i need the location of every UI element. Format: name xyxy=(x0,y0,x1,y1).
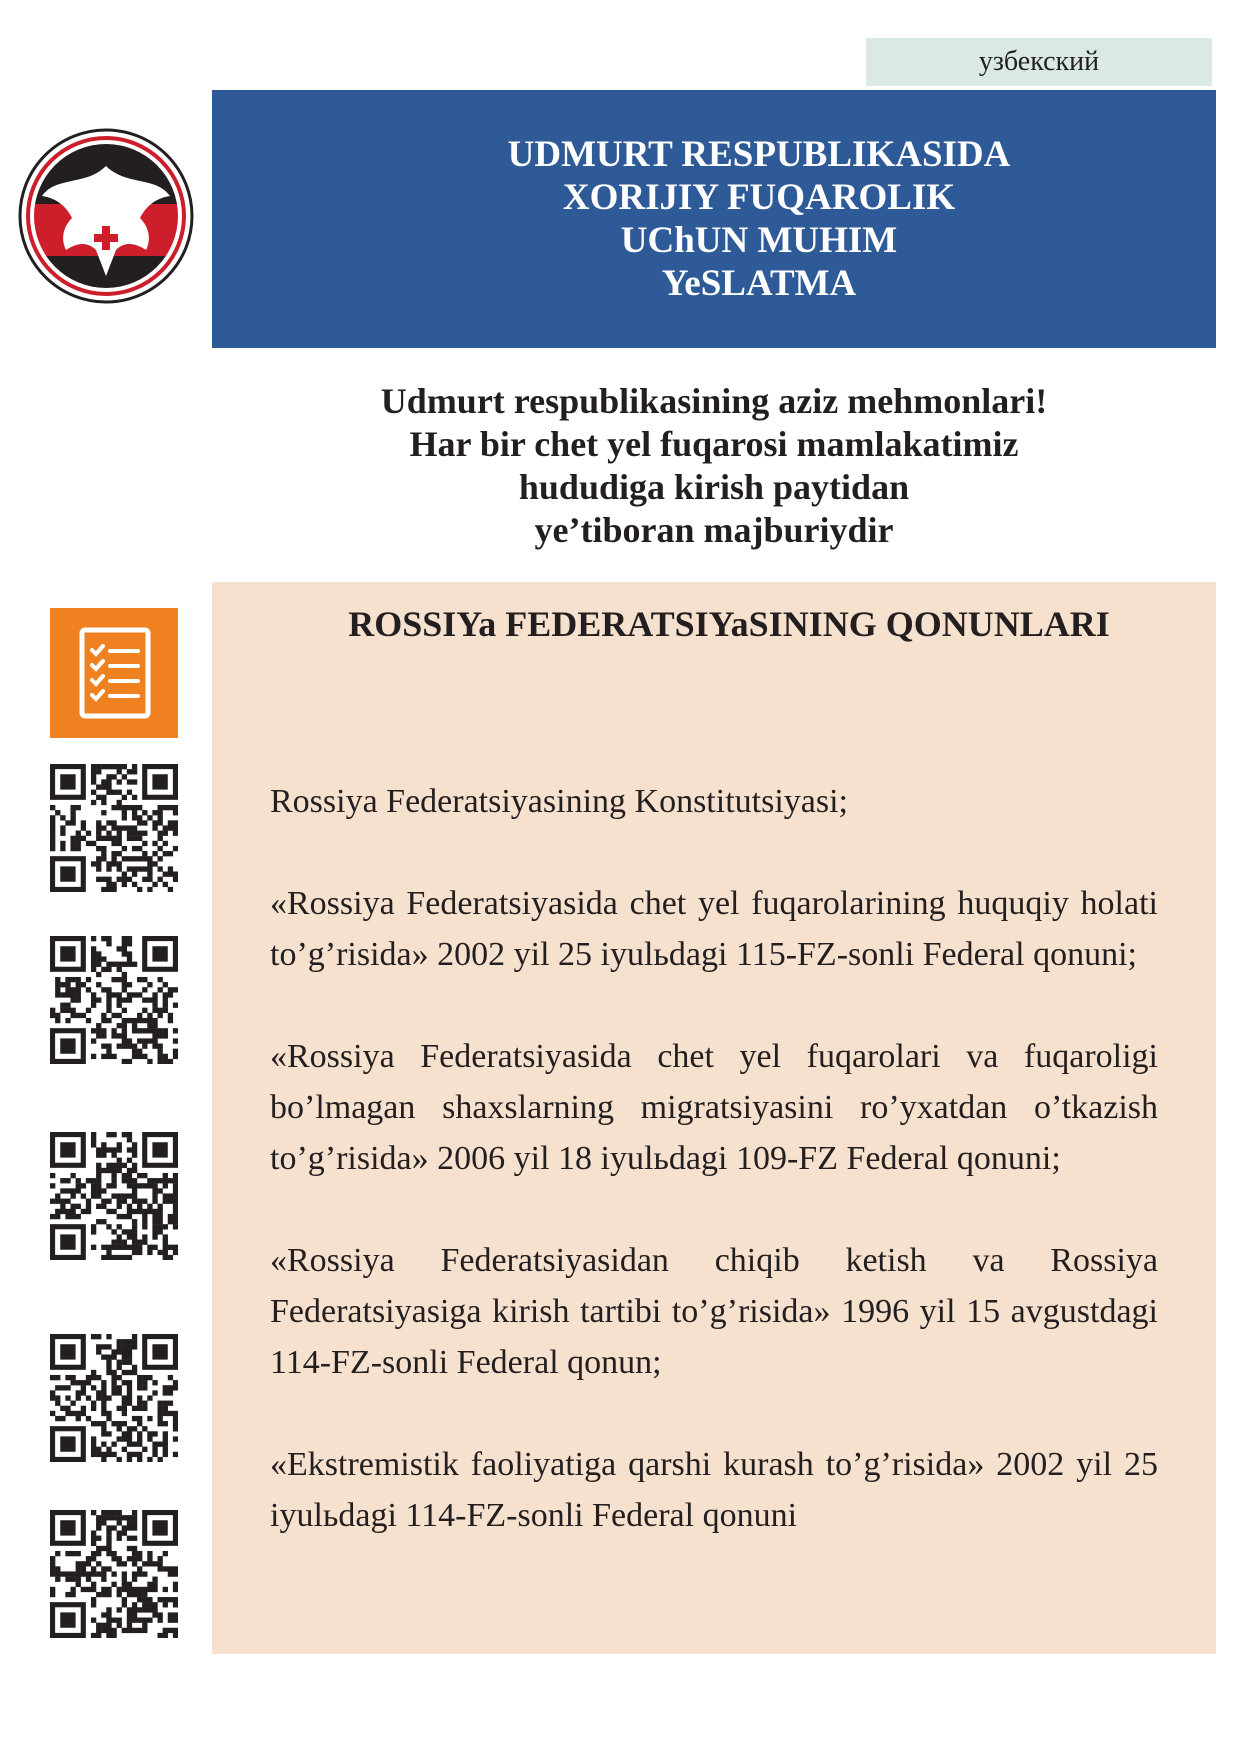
qr-code-icon[interactable] xyxy=(50,936,178,1064)
language-tag: узбекский xyxy=(866,38,1212,86)
law-item: Rossiya Federatsiyasining Konstitutsiyasi; xyxy=(270,783,848,820)
title-line: UDMURT RESPUBLIKASIDA xyxy=(507,134,1011,175)
qr-code-icon[interactable] xyxy=(50,1132,178,1260)
law-item: «Ekstremistik faoliyatiga qarshi kurash to’g’risida» 2002 yil 25 iyulьdagi 114-FZ-sonli Federal qonuni xyxy=(270,1446,1158,1534)
checklist-icon xyxy=(50,608,178,738)
greeting-line: ye’tiboran majburiydir xyxy=(534,510,894,550)
title-line: YeSLATMA xyxy=(661,263,857,304)
law-item: «Rossiya Federatsiyasidan chiqib ketish va Rossiya Federatsiyasiga kirish tartibi to’g’risida» 1996 yil 15 avgustdagi 114-FZ-sonli Federal qonun; xyxy=(270,1242,1158,1381)
law-item: «Rossiya Federatsiyasida chet yel fuqarolari va fuqaroligi bo’lmagan shaxslarning migratsiyasini ro’yxatdan o’tkazish to’g’risida» 2006 yil 18 iyulьdagi 109-FZ Federal qonuni; xyxy=(270,1038,1158,1177)
udmurt-coat-of-arms-icon xyxy=(16,126,196,306)
qr-code-icon[interactable] xyxy=(50,764,178,892)
laws-list xyxy=(270,776,1158,1541)
laws-heading: ROSSIYa FEDERATSIYaSINING QONUNLARI xyxy=(348,604,1110,644)
title-line: UChUN MUHIM xyxy=(620,220,898,261)
laws-panel xyxy=(212,582,1216,1654)
title-line: XORIJIY FUQAROLIK xyxy=(562,177,956,218)
page-title xyxy=(418,133,1011,305)
greeting-line: Har bir chet yel fuqarosi mamlakatimiz xyxy=(409,424,1019,464)
qr-code-icon[interactable] xyxy=(50,1334,178,1462)
greeting-line: hududiga kirish paytidan xyxy=(518,467,910,507)
law-item: «Rossiya Federatsiyasida chet yel fuqarolarining huquqiy holati to’g’risida» 2002 yil 25 iyulьdagi 115-FZ-sonli Federal qonuni; xyxy=(270,885,1158,973)
qr-code-icon[interactable] xyxy=(50,1510,178,1638)
greeting xyxy=(212,380,1216,552)
title-banner xyxy=(212,90,1216,348)
greeting-line: Udmurt respublikasining aziz mehmonlari! xyxy=(380,381,1048,421)
